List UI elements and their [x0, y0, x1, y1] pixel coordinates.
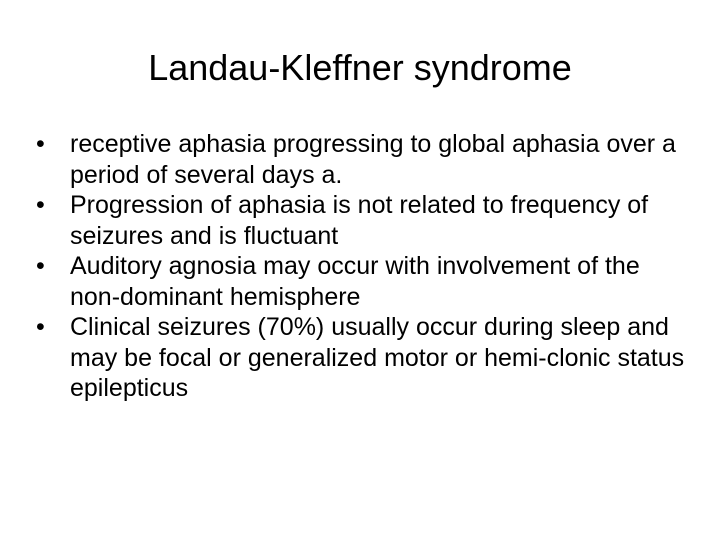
bullet-item	[36, 251, 686, 312]
slide-title: Landau-Kleffner syndrome	[148, 47, 572, 88]
bullet-icon: •	[36, 191, 45, 219]
bullet-text: Clinical seizures (70%) usually occur during sleep and may be focal or generalized motor or hemi-clonic status epilepticus	[70, 313, 685, 402]
bullet-icon: •	[36, 313, 45, 341]
bullet-text: receptive aphasia progressing to global aphasia over a period of several days a.	[70, 130, 676, 189]
bullet-item	[36, 129, 686, 190]
bullet-text: Progression of aphasia is not related to frequency of seizures and is fluctuant	[70, 191, 649, 250]
bullet-icon: •	[36, 252, 45, 280]
bullet-list	[36, 129, 686, 404]
bullet-item	[36, 190, 686, 251]
bullet-item	[36, 312, 686, 404]
bullet-text: Auditory agnosia may occur with involvement of the non-dominant hemisphere	[70, 252, 640, 311]
bullet-icon: •	[36, 130, 45, 158]
